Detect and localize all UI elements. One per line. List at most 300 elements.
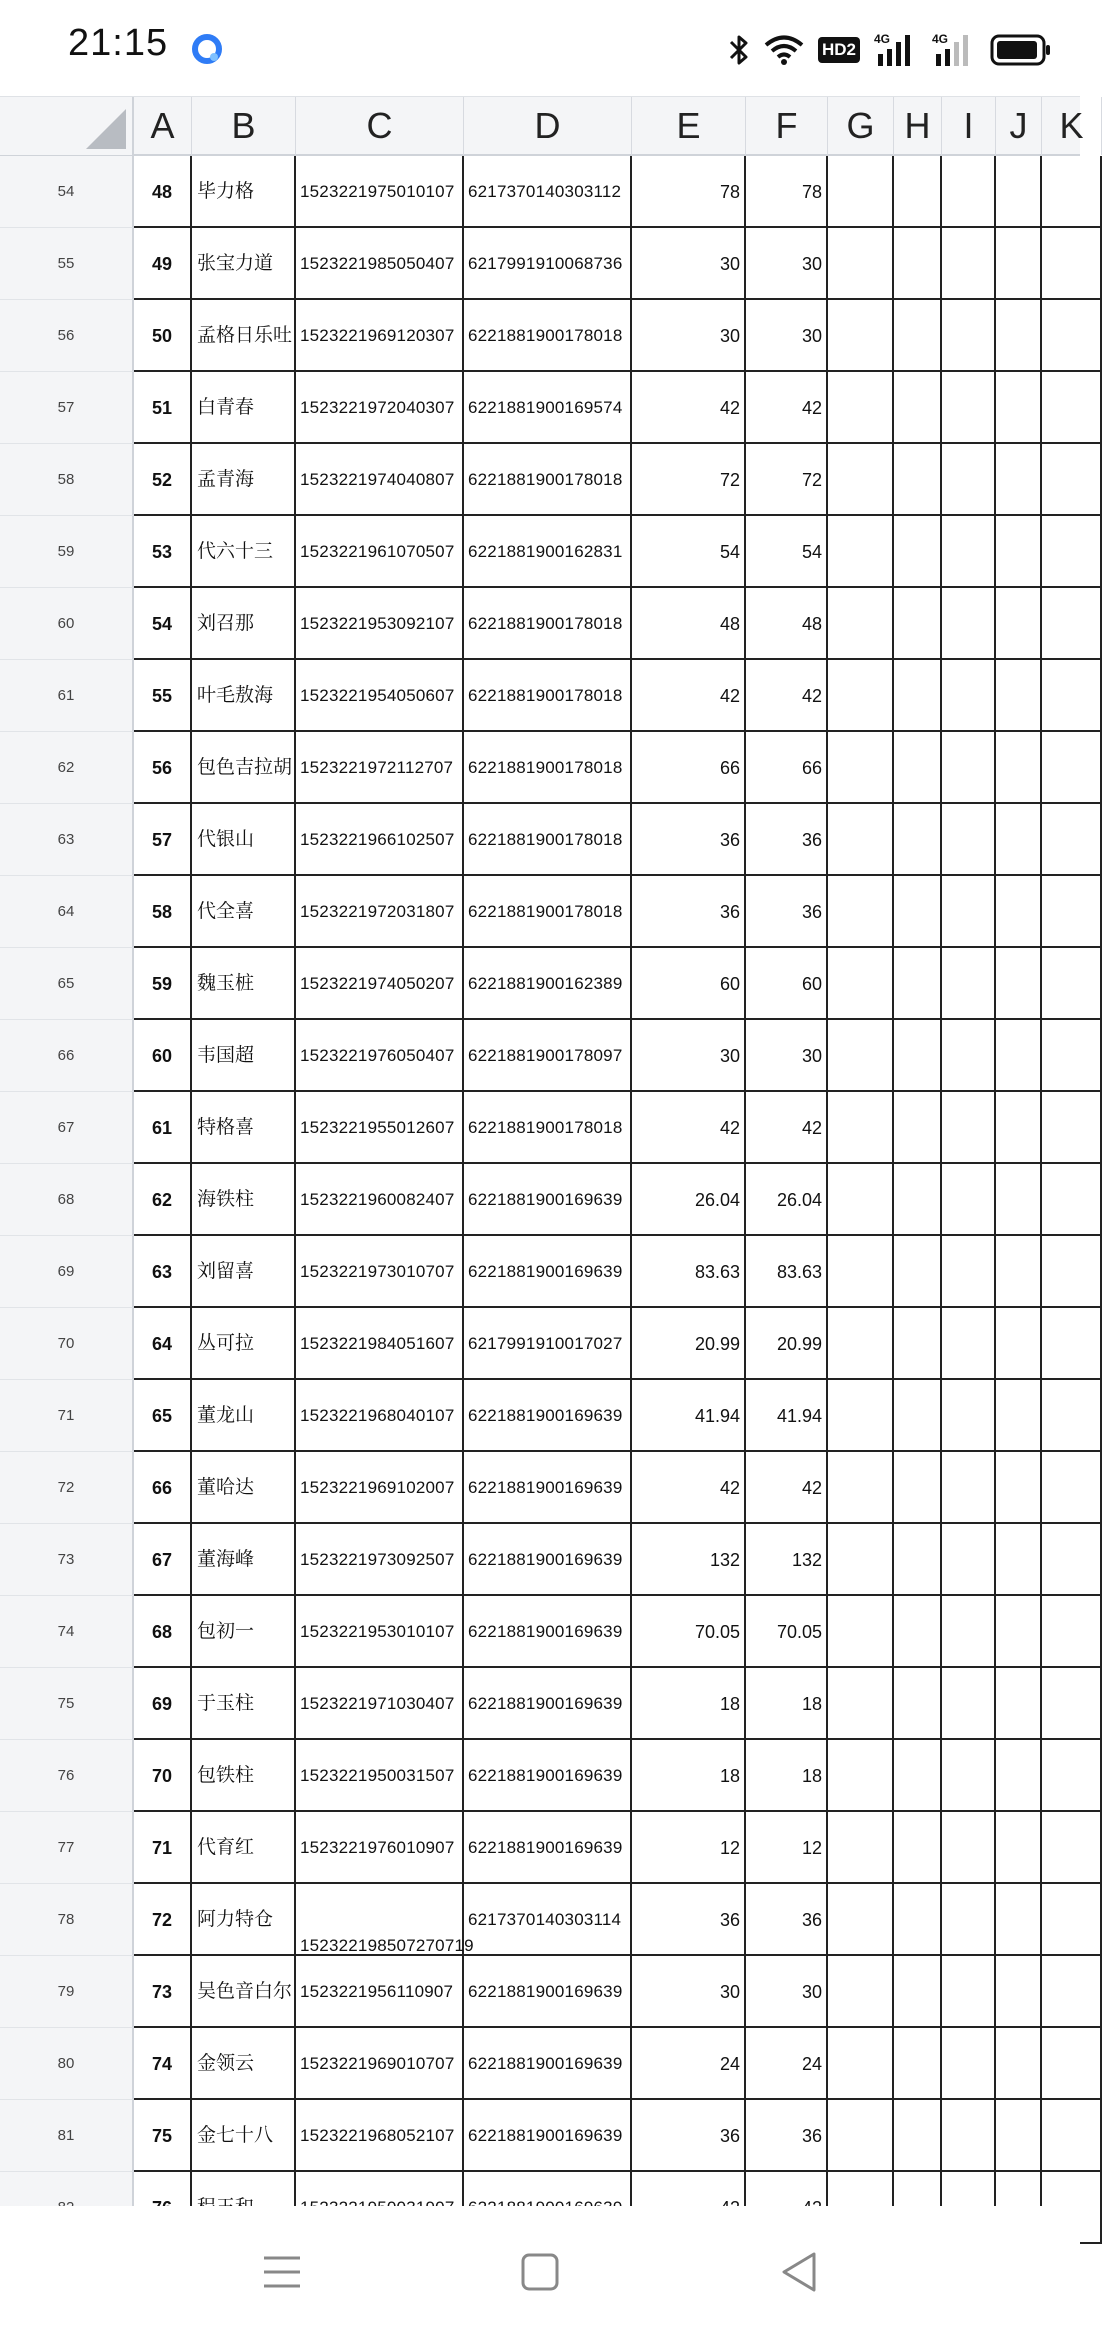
cell-a[interactable]: 63 <box>134 1236 192 1308</box>
row-number[interactable]: 75 <box>0 1668 134 1740</box>
cell-c[interactable]: 1523221954050607 <box>296 660 464 732</box>
cell-h[interactable] <box>894 1740 942 1812</box>
cell-e[interactable]: 60 <box>632 948 746 1020</box>
cell-i[interactable] <box>942 1020 996 1092</box>
cell-e[interactable]: 20.99 <box>632 1308 746 1380</box>
cell-i[interactable] <box>942 1956 996 2028</box>
home-icon[interactable] <box>510 2242 570 2302</box>
cell-c[interactable]: 1523221950031507 <box>296 1740 464 1812</box>
cell-g[interactable] <box>828 948 894 1020</box>
cell-g[interactable] <box>828 1596 894 1668</box>
column-header-d[interactable]: D <box>464 97 632 155</box>
cell-e[interactable]: 70.05 <box>632 1596 746 1668</box>
cell-d[interactable]: 6221881900169574 <box>464 372 632 444</box>
cell-g[interactable] <box>828 588 894 660</box>
cell-e[interactable]: 42 <box>632 660 746 732</box>
cell-c[interactable]: 1523221974050207 <box>296 948 464 1020</box>
cell-h[interactable] <box>894 1884 942 1956</box>
cell-d[interactable]: 6221881900178018 <box>464 588 632 660</box>
cell-h[interactable] <box>894 1092 942 1164</box>
cell-d[interactable]: 6221881900178018 <box>464 660 632 732</box>
cell-b[interactable]: 丛可拉 <box>192 1308 296 1380</box>
cell-i[interactable] <box>942 1164 996 1236</box>
cell-k[interactable] <box>1042 732 1102 804</box>
cell-b[interactable]: 董哈达 <box>192 1452 296 1524</box>
cell-e[interactable]: 26.04 <box>632 1164 746 1236</box>
cell-f[interactable]: 26.04 <box>746 1164 828 1236</box>
cell-a[interactable]: 54 <box>134 588 192 660</box>
cell-a[interactable]: 55 <box>134 660 192 732</box>
cell-d[interactable]: 6217991910017027 <box>464 1308 632 1380</box>
cell-f[interactable]: 41.94 <box>746 1380 828 1452</box>
cell-k[interactable] <box>1042 1092 1102 1164</box>
cell-j[interactable] <box>996 2028 1042 2100</box>
cell-b[interactable]: 海铁柱 <box>192 1164 296 1236</box>
cell-h[interactable] <box>894 516 942 588</box>
column-header-a[interactable]: A <box>134 97 192 155</box>
cell-h[interactable] <box>894 1380 942 1452</box>
cell-d[interactable]: 6221881900169639 <box>464 1524 632 1596</box>
cell-g[interactable] <box>828 1452 894 1524</box>
cell-c[interactable]: 1523221984051607 <box>296 1308 464 1380</box>
cell-f[interactable]: 83.63 <box>746 1236 828 1308</box>
cell-e[interactable]: 12 <box>632 1812 746 1884</box>
row-number[interactable]: 72 <box>0 1452 134 1524</box>
cell-d[interactable]: 6221881900178018 <box>464 300 632 372</box>
row-number[interactable]: 67 <box>0 1092 134 1164</box>
cell-k[interactable] <box>1042 1956 1102 2028</box>
cell-j[interactable] <box>996 1668 1042 1740</box>
cell-g[interactable] <box>828 1380 894 1452</box>
cell-d[interactable]: 6221881900169639 <box>464 1740 632 1812</box>
cell-b[interactable]: 叶毛敖海 <box>192 660 296 732</box>
cell-g[interactable] <box>828 516 894 588</box>
cell-c[interactable]: 1523221968052107 <box>296 2100 464 2172</box>
row-number[interactable]: 81 <box>0 2100 134 2172</box>
cell-c[interactable]: 1523221969102007 <box>296 1452 464 1524</box>
cell-a[interactable]: 73 <box>134 1956 192 2028</box>
cell-a[interactable]: 52 <box>134 444 192 516</box>
cell-e[interactable]: 24 <box>632 2028 746 2100</box>
cell-i[interactable] <box>942 516 996 588</box>
column-header-j[interactable]: J <box>996 97 1042 155</box>
cell-c[interactable]: 1523221974040807 <box>296 444 464 516</box>
cell-c[interactable]: 1523221969120307 <box>296 300 464 372</box>
cell-j[interactable] <box>996 948 1042 1020</box>
cell-i[interactable] <box>942 444 996 516</box>
cell-e[interactable]: 41.94 <box>632 1380 746 1452</box>
cell-j[interactable] <box>996 660 1042 732</box>
cell-j[interactable] <box>996 228 1042 300</box>
cell-i[interactable] <box>942 1884 996 1956</box>
row-number[interactable]: 61 <box>0 660 134 732</box>
cell-k[interactable] <box>1042 1236 1102 1308</box>
cell-j[interactable] <box>996 2100 1042 2172</box>
cell-j[interactable] <box>996 588 1042 660</box>
row-number[interactable]: 80 <box>0 2028 134 2100</box>
cell-e[interactable]: 30 <box>632 228 746 300</box>
cell-h[interactable] <box>894 804 942 876</box>
cell-e[interactable]: 42 <box>632 1452 746 1524</box>
cell-i[interactable] <box>942 1740 996 1812</box>
cell-g[interactable] <box>828 1308 894 1380</box>
cell-a[interactable]: 65 <box>134 1380 192 1452</box>
row-number[interactable]: 69 <box>0 1236 134 1308</box>
cell-f[interactable]: 36 <box>746 1884 828 1956</box>
cell-h[interactable] <box>894 876 942 948</box>
cell-j[interactable] <box>996 1596 1042 1668</box>
cell-g[interactable] <box>828 1884 894 1956</box>
cell-h[interactable] <box>894 948 942 1020</box>
cell-e[interactable]: 36 <box>632 2100 746 2172</box>
cell-g[interactable] <box>828 156 894 228</box>
cell-c[interactable]: 1523221968040107 <box>296 1380 464 1452</box>
cell-a[interactable]: 70 <box>134 1740 192 1812</box>
cell-f[interactable]: 20.99 <box>746 1308 828 1380</box>
cell-a[interactable]: 61 <box>134 1092 192 1164</box>
cell-b[interactable]: 孟格日乐吐 <box>192 300 296 372</box>
cell-g[interactable] <box>828 372 894 444</box>
cell-f[interactable]: 18 <box>746 1740 828 1812</box>
cell-f[interactable]: 54 <box>746 516 828 588</box>
cell-d[interactable]: 6221881900169639 <box>464 1164 632 1236</box>
cell-b[interactable]: 董龙山 <box>192 1380 296 1452</box>
cell-e[interactable]: 54 <box>632 516 746 588</box>
cell-c[interactable]: 1523221956110907 <box>296 1956 464 2028</box>
cell-a[interactable]: 71 <box>134 1812 192 1884</box>
cell-g[interactable] <box>828 444 894 516</box>
cell-a[interactable]: 59 <box>134 948 192 1020</box>
cell-f[interactable]: 18 <box>746 1668 828 1740</box>
cell-g[interactable] <box>828 1668 894 1740</box>
cell-f[interactable]: 24 <box>746 2028 828 2100</box>
cell-g[interactable] <box>828 1164 894 1236</box>
cell-i[interactable] <box>942 300 996 372</box>
cell-j[interactable] <box>996 1164 1042 1236</box>
cell-k[interactable] <box>1042 1884 1102 1956</box>
cell-i[interactable] <box>942 876 996 948</box>
column-header-c[interactable]: C <box>296 97 464 155</box>
cell-f[interactable]: 78 <box>746 156 828 228</box>
cell-h[interactable] <box>894 1956 942 2028</box>
cell-j[interactable] <box>996 516 1042 588</box>
cell-e[interactable]: 42 <box>632 1092 746 1164</box>
cell-j[interactable] <box>996 876 1042 948</box>
cell-b[interactable]: 刘召那 <box>192 588 296 660</box>
cell-h[interactable] <box>894 1452 942 1524</box>
cell-h[interactable] <box>894 1308 942 1380</box>
cell-k[interactable] <box>1042 1812 1102 1884</box>
row-number[interactable]: 64 <box>0 876 134 948</box>
cell-k[interactable] <box>1042 1668 1102 1740</box>
row-number[interactable]: 74 <box>0 1596 134 1668</box>
cell-b[interactable]: 韦国超 <box>192 1020 296 1092</box>
cell-k[interactable] <box>1042 372 1102 444</box>
cell-c[interactable]: 1523221976010907 <box>296 1812 464 1884</box>
cell-b[interactable]: 包初一 <box>192 1596 296 1668</box>
cell-h[interactable] <box>894 1236 942 1308</box>
row-number[interactable]: 63 <box>0 804 134 876</box>
cell-c[interactable]: 152322198507270719 <box>296 1884 464 1956</box>
cell-d[interactable]: 6221881900169639 <box>464 1812 632 1884</box>
row-number[interactable]: 78 <box>0 1884 134 1956</box>
cell-a[interactable]: 58 <box>134 876 192 948</box>
cell-g[interactable] <box>828 228 894 300</box>
cell-i[interactable] <box>942 732 996 804</box>
cell-b[interactable]: 代全喜 <box>192 876 296 948</box>
cell-a[interactable]: 56 <box>134 732 192 804</box>
cell-h[interactable] <box>894 1020 942 1092</box>
cell-k[interactable] <box>1042 2100 1102 2172</box>
cell-b[interactable]: 张宝力道 <box>192 228 296 300</box>
cell-i[interactable] <box>942 660 996 732</box>
cell-a[interactable]: 53 <box>134 516 192 588</box>
cell-h[interactable] <box>894 156 942 228</box>
cell-e[interactable]: 30 <box>632 1956 746 2028</box>
cell-i[interactable] <box>942 228 996 300</box>
column-header-b[interactable]: B <box>192 97 296 155</box>
cell-f[interactable]: 42 <box>746 1452 828 1524</box>
cell-c[interactable]: 1523221972040307 <box>296 372 464 444</box>
cell-h[interactable] <box>894 2028 942 2100</box>
cell-c[interactable]: 1523221955012607 <box>296 1092 464 1164</box>
cell-h[interactable] <box>894 1524 942 1596</box>
row-number[interactable]: 70 <box>0 1308 134 1380</box>
cell-h[interactable] <box>894 372 942 444</box>
row-number[interactable]: 76 <box>0 1740 134 1812</box>
cell-d[interactable]: 6221881900169639 <box>464 1236 632 1308</box>
cell-i[interactable] <box>942 2028 996 2100</box>
cell-f[interactable]: 42 <box>746 372 828 444</box>
cell-i[interactable] <box>942 588 996 660</box>
cell-f[interactable]: 36 <box>746 876 828 948</box>
cell-i[interactable] <box>942 156 996 228</box>
cell-b[interactable]: 包铁柱 <box>192 1740 296 1812</box>
spreadsheet[interactable] <box>0 96 1084 2206</box>
row-number[interactable]: 66 <box>0 1020 134 1092</box>
cell-d[interactable]: 6221881900169639 <box>464 2028 632 2100</box>
cell-d[interactable]: 6217991910068736 <box>464 228 632 300</box>
row-number[interactable]: 79 <box>0 1956 134 2028</box>
cell-g[interactable] <box>828 1524 894 1596</box>
cell-f[interactable]: 70.05 <box>746 1596 828 1668</box>
menu-icon[interactable] <box>252 2242 312 2302</box>
cell-f[interactable]: 42 <box>746 1092 828 1164</box>
cell-k[interactable] <box>1042 1452 1102 1524</box>
cell-b[interactable]: 特格喜 <box>192 1092 296 1164</box>
cell-i[interactable] <box>942 948 996 1020</box>
cell-g[interactable] <box>828 804 894 876</box>
cell-i[interactable] <box>942 1812 996 1884</box>
cell-j[interactable] <box>996 804 1042 876</box>
cell-c[interactable]: 1523221973010707 <box>296 1236 464 1308</box>
cell-i[interactable] <box>942 2100 996 2172</box>
cell-b[interactable]: 代银山 <box>192 804 296 876</box>
cell-j[interactable] <box>996 156 1042 228</box>
cell-h[interactable] <box>894 660 942 732</box>
cell-c[interactable]: 1523221960082407 <box>296 1164 464 1236</box>
row-number[interactable]: 54 <box>0 156 134 228</box>
cell-c[interactable]: 1523221972031807 <box>296 876 464 948</box>
cell-h[interactable] <box>894 2100 942 2172</box>
cell-f[interactable]: 30 <box>746 300 828 372</box>
cell-d[interactable]: 6221881900178018 <box>464 444 632 516</box>
cell-j[interactable] <box>996 1020 1042 1092</box>
cell-a[interactable]: 74 <box>134 2028 192 2100</box>
cell-e[interactable]: 36 <box>632 1884 746 1956</box>
cell-j[interactable] <box>996 1308 1042 1380</box>
cell-d[interactable]: 6221881900178018 <box>464 804 632 876</box>
cell-g[interactable] <box>828 1020 894 1092</box>
cell-e[interactable]: 36 <box>632 804 746 876</box>
cell-e[interactable]: 42 <box>632 372 746 444</box>
cell-a[interactable]: 64 <box>134 1308 192 1380</box>
cell-j[interactable] <box>996 1884 1042 1956</box>
cell-g[interactable] <box>828 1812 894 1884</box>
cell-b[interactable]: 刘留喜 <box>192 1236 296 1308</box>
cell-g[interactable] <box>828 2028 894 2100</box>
cell-e[interactable]: 36 <box>632 876 746 948</box>
cell-f[interactable]: 36 <box>746 2100 828 2172</box>
row-number[interactable]: 73 <box>0 1524 134 1596</box>
cell-c[interactable]: 1523221972112707 <box>296 732 464 804</box>
cell-g[interactable] <box>828 1956 894 2028</box>
column-header-k[interactable]: K <box>1042 97 1102 155</box>
cell-k[interactable] <box>1042 1524 1102 1596</box>
cell-f[interactable]: 36 <box>746 804 828 876</box>
cell-a[interactable]: 68 <box>134 1596 192 1668</box>
cell-f[interactable]: 12 <box>746 1812 828 1884</box>
cell-a[interactable]: 48 <box>134 156 192 228</box>
row-number[interactable]: 59 <box>0 516 134 588</box>
cell-i[interactable] <box>942 1236 996 1308</box>
cell-d[interactable]: 6221881900162831 <box>464 516 632 588</box>
cell-b[interactable]: 代育红 <box>192 1812 296 1884</box>
cell-k[interactable] <box>1042 300 1102 372</box>
cell-j[interactable] <box>996 1236 1042 1308</box>
cell-k[interactable] <box>1042 1596 1102 1668</box>
cell-c[interactable]: 1523221966102507 <box>296 804 464 876</box>
cell-k[interactable] <box>1042 1380 1102 1452</box>
cell-h[interactable] <box>894 588 942 660</box>
cell-f[interactable]: 66 <box>746 732 828 804</box>
cell-e[interactable]: 78 <box>632 156 746 228</box>
cell-j[interactable] <box>996 1740 1042 1812</box>
select-all-corner[interactable] <box>0 97 134 155</box>
cell-i[interactable] <box>942 1452 996 1524</box>
cell-c[interactable]: 1523221975010107 <box>296 156 464 228</box>
row-number[interactable]: 60 <box>0 588 134 660</box>
cell-c[interactable]: 1523221953092107 <box>296 588 464 660</box>
row-number[interactable]: 58 <box>0 444 134 516</box>
cell-i[interactable] <box>942 1596 996 1668</box>
cell-i[interactable] <box>942 804 996 876</box>
cell-i[interactable] <box>942 1092 996 1164</box>
cell-j[interactable] <box>996 1956 1042 2028</box>
cell-b[interactable]: 阿力特仓 <box>192 1884 296 1956</box>
cell-j[interactable] <box>996 1452 1042 1524</box>
cell-i[interactable] <box>942 1308 996 1380</box>
cell-i[interactable] <box>942 372 996 444</box>
cell-h[interactable] <box>894 1596 942 1668</box>
cell-f[interactable]: 30 <box>746 1956 828 2028</box>
cell-a[interactable]: 67 <box>134 1524 192 1596</box>
cell-c[interactable]: 1523221953010107 <box>296 1596 464 1668</box>
cell-e[interactable]: 48 <box>632 588 746 660</box>
cell-j[interactable] <box>996 732 1042 804</box>
row-number[interactable]: 55 <box>0 228 134 300</box>
row-number[interactable]: 56 <box>0 300 134 372</box>
column-header-h[interactable]: H <box>894 97 942 155</box>
cell-g[interactable] <box>828 1740 894 1812</box>
cell-b[interactable]: 吴色音白尔 <box>192 1956 296 2028</box>
cell-d[interactable]: 6221881900178018 <box>464 876 632 948</box>
cell-a[interactable]: 49 <box>134 228 192 300</box>
cell-g[interactable] <box>828 1236 894 1308</box>
cell-c[interactable]: 1523221985050407 <box>296 228 464 300</box>
cell-a[interactable]: 50 <box>134 300 192 372</box>
cell-h[interactable] <box>894 444 942 516</box>
row-number[interactable]: 77 <box>0 1812 134 1884</box>
cell-a[interactable]: 69 <box>134 1668 192 1740</box>
cell-f[interactable]: 30 <box>746 228 828 300</box>
row-number[interactable]: 62 <box>0 732 134 804</box>
cell-c[interactable]: 1523221973092507 <box>296 1524 464 1596</box>
cell-e[interactable]: 66 <box>632 732 746 804</box>
cell-b[interactable]: 代六十三 <box>192 516 296 588</box>
cell-c[interactable]: 1523221976050407 <box>296 1020 464 1092</box>
cell-a[interactable]: 57 <box>134 804 192 876</box>
back-icon[interactable] <box>770 2242 830 2302</box>
cell-d[interactable]: 6221881900169639 <box>464 1452 632 1524</box>
cell-k[interactable] <box>1042 804 1102 876</box>
cell-g[interactable] <box>828 876 894 948</box>
cell-g[interactable] <box>828 300 894 372</box>
cell-i[interactable] <box>942 1668 996 1740</box>
cell-f[interactable]: 60 <box>746 948 828 1020</box>
cell-e[interactable]: 72 <box>632 444 746 516</box>
cell-e[interactable]: 30 <box>632 300 746 372</box>
cell-c[interactable]: 1523221961070507 <box>296 516 464 588</box>
cell-k[interactable] <box>1042 588 1102 660</box>
cell-k[interactable] <box>1042 156 1102 228</box>
cell-j[interactable] <box>996 300 1042 372</box>
cell-a[interactable]: 72 <box>134 1884 192 1956</box>
cell-b[interactable]: 包色吉拉胡 <box>192 732 296 804</box>
column-header-e[interactable]: E <box>632 97 746 155</box>
cell-d[interactable]: 6221881900169639 <box>464 2100 632 2172</box>
cell-j[interactable] <box>996 1812 1042 1884</box>
row-number[interactable]: 68 <box>0 1164 134 1236</box>
cell-b[interactable]: 金领云 <box>192 2028 296 2100</box>
cell-a[interactable]: 75 <box>134 2100 192 2172</box>
cell-h[interactable] <box>894 1812 942 1884</box>
cell-c[interactable]: 1523221971030407 <box>296 1668 464 1740</box>
cell-j[interactable] <box>996 1380 1042 1452</box>
cell-h[interactable] <box>894 732 942 804</box>
cell-e[interactable]: 83.63 <box>632 1236 746 1308</box>
cell-h[interactable] <box>894 300 942 372</box>
cell-j[interactable] <box>996 444 1042 516</box>
cell-b[interactable]: 白青春 <box>192 372 296 444</box>
row-number[interactable]: 57 <box>0 372 134 444</box>
cell-k[interactable] <box>1042 228 1102 300</box>
cell-f[interactable]: 132 <box>746 1524 828 1596</box>
cell-h[interactable] <box>894 228 942 300</box>
column-header-g[interactable]: G <box>828 97 894 155</box>
cell-k[interactable] <box>1042 948 1102 1020</box>
row-number[interactable]: 71 <box>0 1380 134 1452</box>
